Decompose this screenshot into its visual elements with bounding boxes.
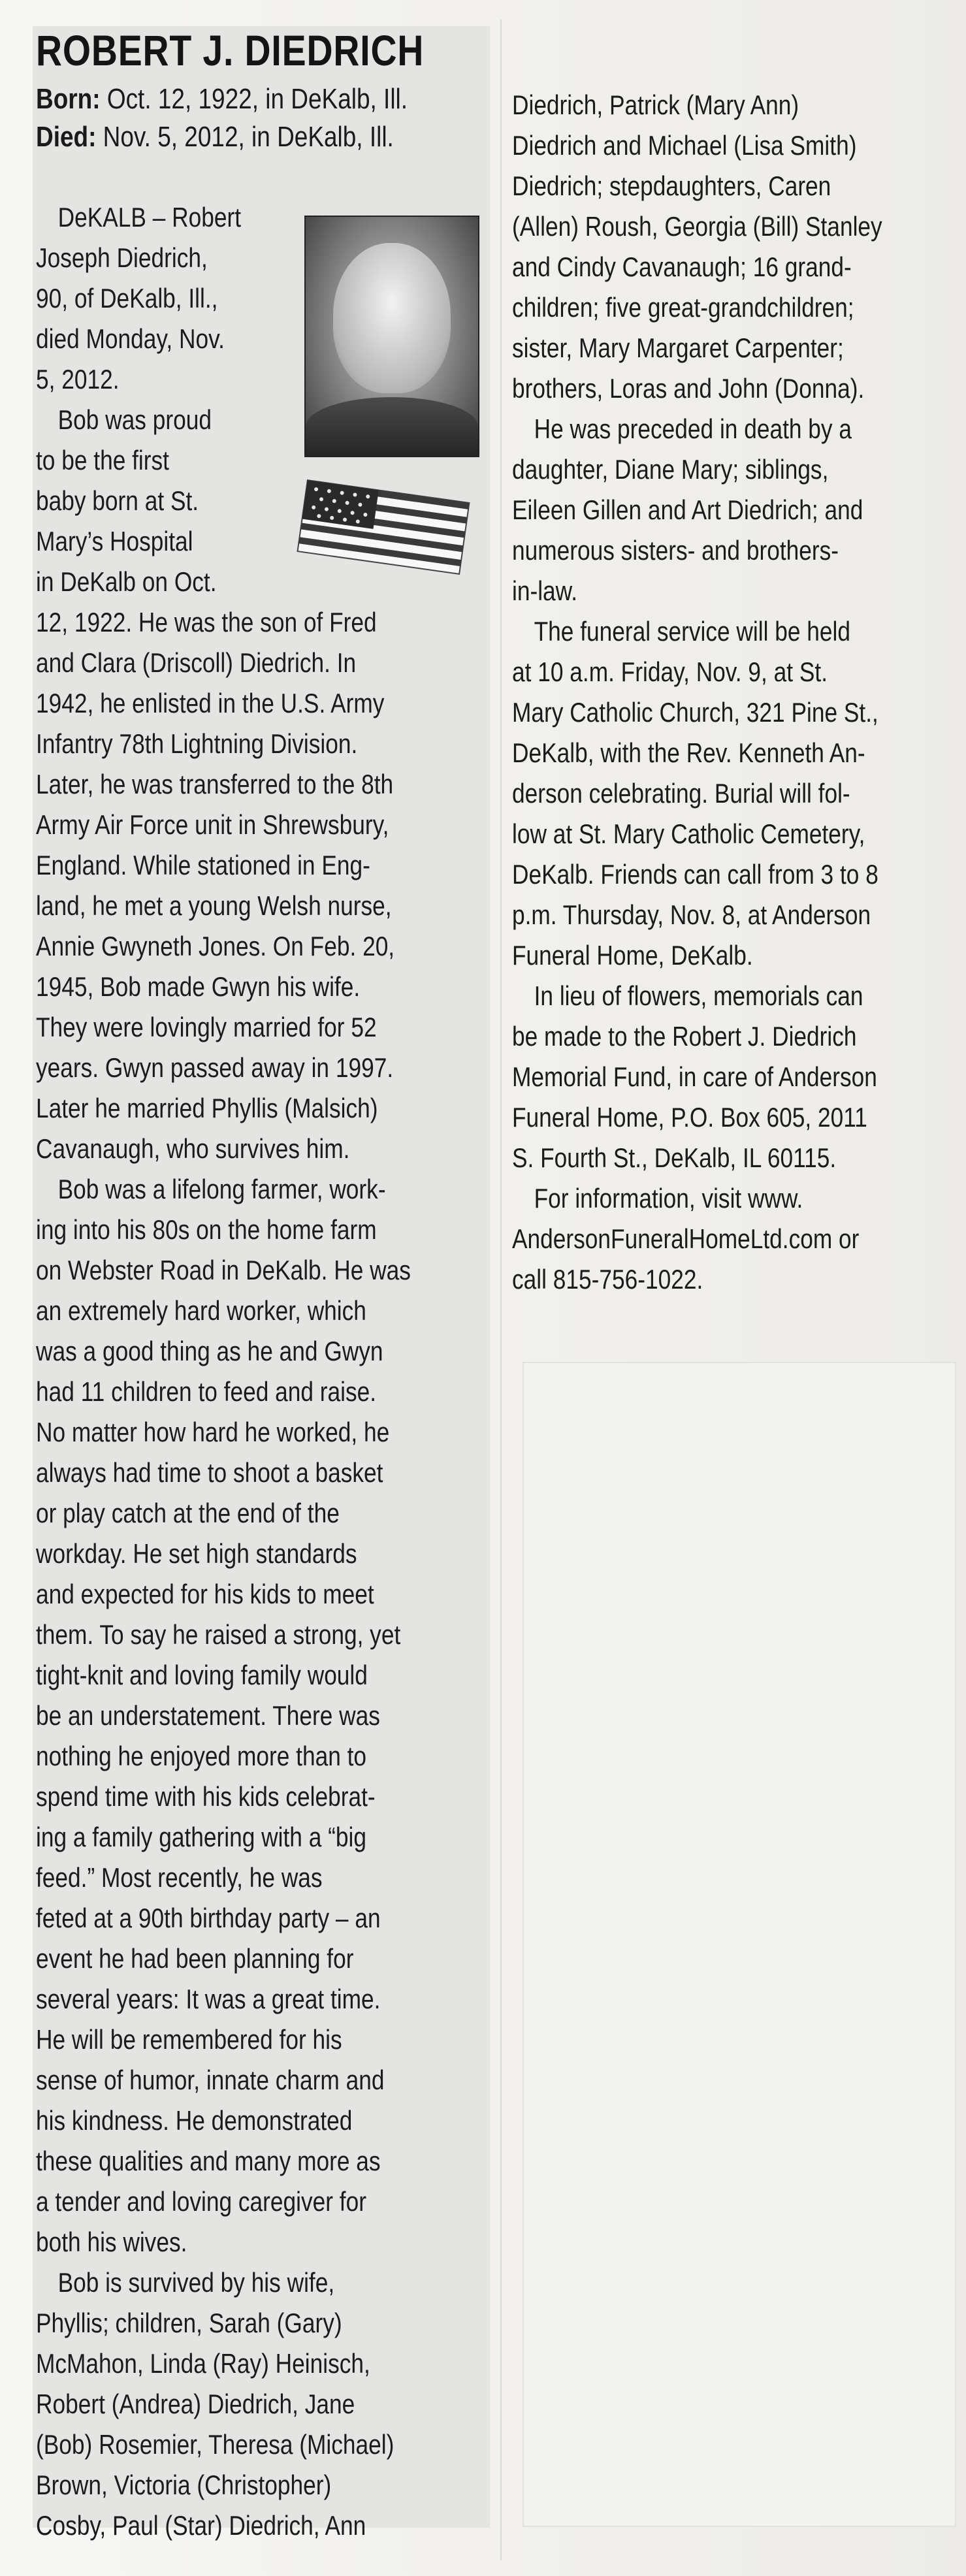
text-line: Joseph Diedrich, <box>36 242 208 273</box>
text-line: sister, Mary Margaret Carpenter; <box>512 332 844 363</box>
text-line: (Bob) Rosemier, Theresa (Michael) <box>36 2429 394 2460</box>
text-line: McMahon, Linda (Ray) Heinisch, <box>36 2348 370 2379</box>
text-line: call 815-756-1022. <box>512 1264 703 1295</box>
text-line: Funeral Home, DeKalb. <box>512 940 753 971</box>
text-line: in DeKalb on Oct. <box>36 566 217 597</box>
text-line: years. Gwyn passed away in 1997. <box>36 1052 394 1083</box>
portrait-shirt <box>306 397 478 456</box>
text-line: to be the first <box>36 445 169 475</box>
text-line: spend time with his kids celebrat- <box>36 1781 376 1812</box>
text-line: Diedrich; stepdaughters, Caren <box>512 170 831 201</box>
died-line <box>36 123 394 152</box>
portrait-face <box>333 243 451 393</box>
text-line: both his wives. <box>36 2227 187 2257</box>
text-line: ing a family gathering with a “big <box>36 1822 366 1852</box>
text-line: Cosby, Paul (Star) Diedrich, Ann <box>36 2510 366 2541</box>
died-value: Nov. 5, 2012, in DeKalb, Ill. <box>103 121 394 153</box>
text-line: 1942, he enlisted in the U.S. Army <box>36 688 385 718</box>
obituary-left-column-text <box>36 602 513 2546</box>
text-line: (Allen) Roush, Georgia (Bill) Stanley <box>512 211 882 242</box>
text-line: numerous sisters- and brothers- <box>512 535 839 566</box>
text-line: and Clara (Driscoll) Diedrich. In <box>36 647 357 678</box>
portrait-photo <box>304 216 479 457</box>
text-line: 12, 1922. He was the son of Fred <box>36 607 377 637</box>
text-line: Army Air Force unit in Shrewsbury, <box>36 809 389 840</box>
text-line: Memorial Fund, in care of Anderson <box>512 1061 877 1092</box>
text-line: his kindness. He demonstrated <box>36 2105 353 2136</box>
text-line: 1945, Bob made Gwyn his wife. <box>36 971 361 1002</box>
text-line: Mary’s Hospital <box>36 526 193 556</box>
text-line: S. Fourth St., DeKalb, IL 60115. <box>512 1142 837 1173</box>
text-line: be made to the Robert J. Diedrich <box>512 1021 857 1052</box>
text-line: on Webster Road in DeKalb. He was <box>36 1255 411 1285</box>
text-line: In lieu of flowers, memorials can <box>534 980 863 1011</box>
text-line: England. While stationed in Eng- <box>36 850 370 880</box>
text-line: died Monday, Nov. <box>36 323 225 354</box>
text-line: was a good thing as he and Gwyn <box>36 1336 383 1366</box>
text-line: feted at a 90th birthday party – an <box>36 1903 381 1933</box>
text-line: AndersonFuneralHomeLtd.com or <box>512 1223 860 1254</box>
text-line: ing into his 80s on the home farm <box>36 1214 377 1245</box>
obituary-name: ROBERT J. DIEDRICH <box>36 26 425 74</box>
text-line: and Cindy Cavanaugh; 16 grand- <box>512 251 852 282</box>
text-line: Bob was proud <box>57 404 212 435</box>
text-line: tight-knit and loving family would <box>36 1660 368 1690</box>
text-line: DeKALB – Robert <box>57 202 242 233</box>
text-line: Bob was a lifelong farmer, work- <box>57 1174 386 1204</box>
text-line: 5, 2012. <box>36 364 120 394</box>
text-line: Cavanaugh, who survives him. <box>36 1133 350 1164</box>
text-line: Diedrich and Michael (Lisa Smith) <box>512 130 857 161</box>
text-line: derson celebrating. Burial will fol- <box>512 778 850 809</box>
text-line: Mary Catholic Church, 321 Pine St., <box>512 697 878 728</box>
text-line: DeKalb. Friends can call from 3 to 8 <box>512 859 878 890</box>
american-flag-icon <box>289 478 478 576</box>
text-line: He was preceded in death by a <box>534 413 852 444</box>
text-line: They were lovingly married for 52 <box>36 1012 377 1042</box>
born-value: Oct. 12, 1922, in DeKalb, Ill. <box>106 83 408 115</box>
born-line <box>36 85 408 114</box>
text-line: and expected for his kids to meet <box>36 1579 374 1609</box>
obituary-lead-text <box>36 197 288 602</box>
text-line: had 11 children to feed and raise. <box>36 1376 377 1407</box>
text-line: For information, visit www. <box>534 1183 803 1214</box>
text-line: Bob is survived by his wife, <box>57 2267 335 2298</box>
text-line: Brown, Victoria (Christopher) <box>36 2470 332 2500</box>
text-line: be an understatement. There was <box>36 1700 380 1731</box>
text-line: 90, of DeKalb, Ill., <box>36 283 218 314</box>
text-line: Eileen Gillen and Art Diedrich; and <box>512 494 863 525</box>
text-line: at 10 a.m. Friday, Nov. 9, at St. <box>512 656 828 687</box>
text-line: in-law. <box>512 575 578 606</box>
text-line: nothing he enjoyed more than to <box>36 1741 367 1771</box>
text-line: The funeral service will be held <box>534 616 850 647</box>
obituary-right-column-text <box>512 85 966 1300</box>
text-line: event he had been planning for <box>36 1943 354 1974</box>
died-label: Died: <box>36 121 97 153</box>
text-line: DeKalb, with the Rev. Kenneth An- <box>512 737 865 768</box>
text-line: daughter, Diane Mary; siblings, <box>512 454 829 485</box>
text-line: an extremely hard worker, which <box>36 1295 366 1326</box>
text-line: He will be remembered for his <box>36 2024 342 2055</box>
text-line: brothers, Loras and John (Donna). <box>512 373 865 404</box>
text-line: Later he married Phyllis (Malsich) <box>36 1093 378 1123</box>
text-line: Later, he was transferred to the 8th <box>36 769 394 799</box>
text-line: always had time to shoot a basket <box>36 1457 383 1488</box>
text-line: sense of humor, innate charm and <box>36 2065 385 2095</box>
text-line: Funeral Home, P.O. Box 605, 2011 <box>512 1102 867 1133</box>
text-line: workday. He set high standards <box>36 1538 357 1569</box>
text-line: p.m. Thursday, Nov. 8, at Anderson <box>512 899 871 930</box>
text-line: or play catch at the end of the <box>36 1498 340 1528</box>
text-line: low at St. Mary Catholic Cemetery, <box>512 818 865 849</box>
text-line: Robert (Andrea) Diedrich, Jane <box>36 2389 355 2419</box>
text-line: children; five great-grandchildren; <box>512 292 854 323</box>
born-label: Born: <box>36 83 101 115</box>
text-line: a tender and loving caregiver for <box>36 2186 366 2217</box>
text-line: Phyllis; children, Sarah (Gary) <box>36 2308 342 2338</box>
text-line: these qualities and many more as <box>36 2146 381 2176</box>
text-line: feed.” Most recently, he was <box>36 1862 323 1893</box>
text-line: Diedrich, Patrick (Mary Ann) <box>512 89 799 120</box>
text-line: No matter how hard he worked, he <box>36 1417 390 1447</box>
text-line: several years: It was a great time. <box>36 1984 381 2014</box>
faded-adjacent-obituary <box>523 1362 956 2527</box>
text-line: baby born at St. <box>36 485 199 516</box>
text-line: them. To say he raised a strong, yet <box>36 1619 401 1650</box>
text-line: Infantry 78th Lightning Division. <box>36 728 358 759</box>
text-line: Annie Gwyneth Jones. On Feb. 20, <box>36 931 395 961</box>
text-line: land, he met a young Welsh nurse, <box>36 890 392 921</box>
